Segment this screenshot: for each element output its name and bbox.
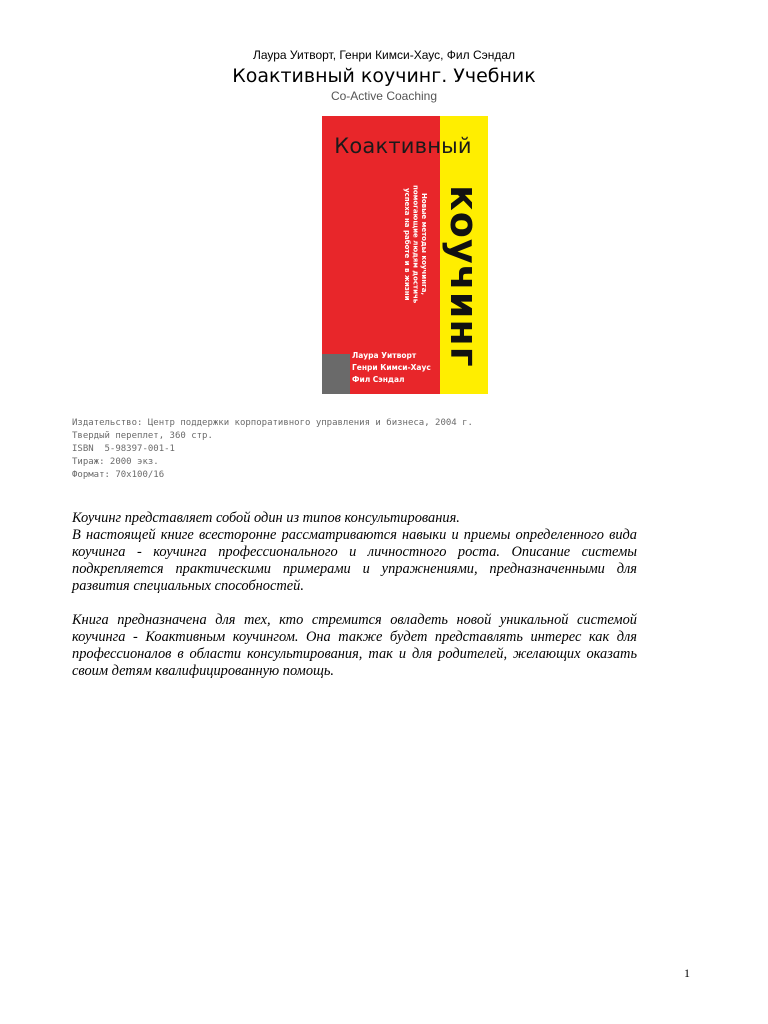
book-cover bbox=[322, 116, 488, 394]
isbn-line: ISBN 5-98397-001-1 bbox=[72, 444, 175, 454]
page-number: 1 bbox=[684, 966, 690, 980]
publication-info bbox=[72, 417, 692, 482]
authors-line: Лаура Уитворт, Генри Кимси-Хаус, Фил Сэндал bbox=[252, 48, 516, 62]
book-title: Коактивный коучинг. Учебник bbox=[232, 65, 536, 87]
binding-line: Твердый переплет, 360 стр. bbox=[72, 431, 213, 441]
publisher-line: Издательство: Центр поддержки корпоративного управления и бизнеса, 2004 г. bbox=[72, 418, 473, 428]
cover-title-word-1: Коактивный bbox=[334, 134, 472, 158]
book-subtitle: Co-Active Coaching bbox=[330, 89, 438, 103]
description-line-1: Коучинг представляет собой один из типов консультирования. bbox=[72, 510, 460, 526]
book-description bbox=[72, 510, 637, 680]
cover-author-3: Фил Сэндал bbox=[352, 375, 405, 384]
cover-author-2: Генри Кимси-Хаус bbox=[352, 363, 431, 372]
cover-author-1: Лаура Уитворт bbox=[352, 351, 417, 360]
format-line: Формат: 70x100/16 bbox=[72, 470, 165, 480]
paragraph-gap bbox=[72, 595, 637, 612]
cover-title-word-2: коучинг bbox=[442, 184, 486, 368]
cover-authors bbox=[352, 350, 442, 386]
cover-gray-block bbox=[322, 354, 350, 394]
description-paragraph-2: Книга предназначена для тех, кто стремится овладеть новой уникальной системой коучинга - Коактивным коучингом. Она также будет представлять интерес как для профессионалов в области консультирования, так и для родителей, желающих оказать своим детям квалифицированную помощь. bbox=[72, 612, 637, 679]
cover-blurb: Новые методы коучинга, помогающие людям достичь успеха на работе и в жизни bbox=[403, 185, 428, 304]
description-line-2: В настоящей книге всесторонне рассматриваются навыки и приемы определенного вида коучинга - коучинга профессионального и личностного роста. Описание системы подкрепляется практическими примерами и упражнениями, предназначенными для развития специальных способностей. bbox=[72, 527, 637, 594]
print-run-line: Тираж: 2000 экз. bbox=[72, 457, 159, 467]
